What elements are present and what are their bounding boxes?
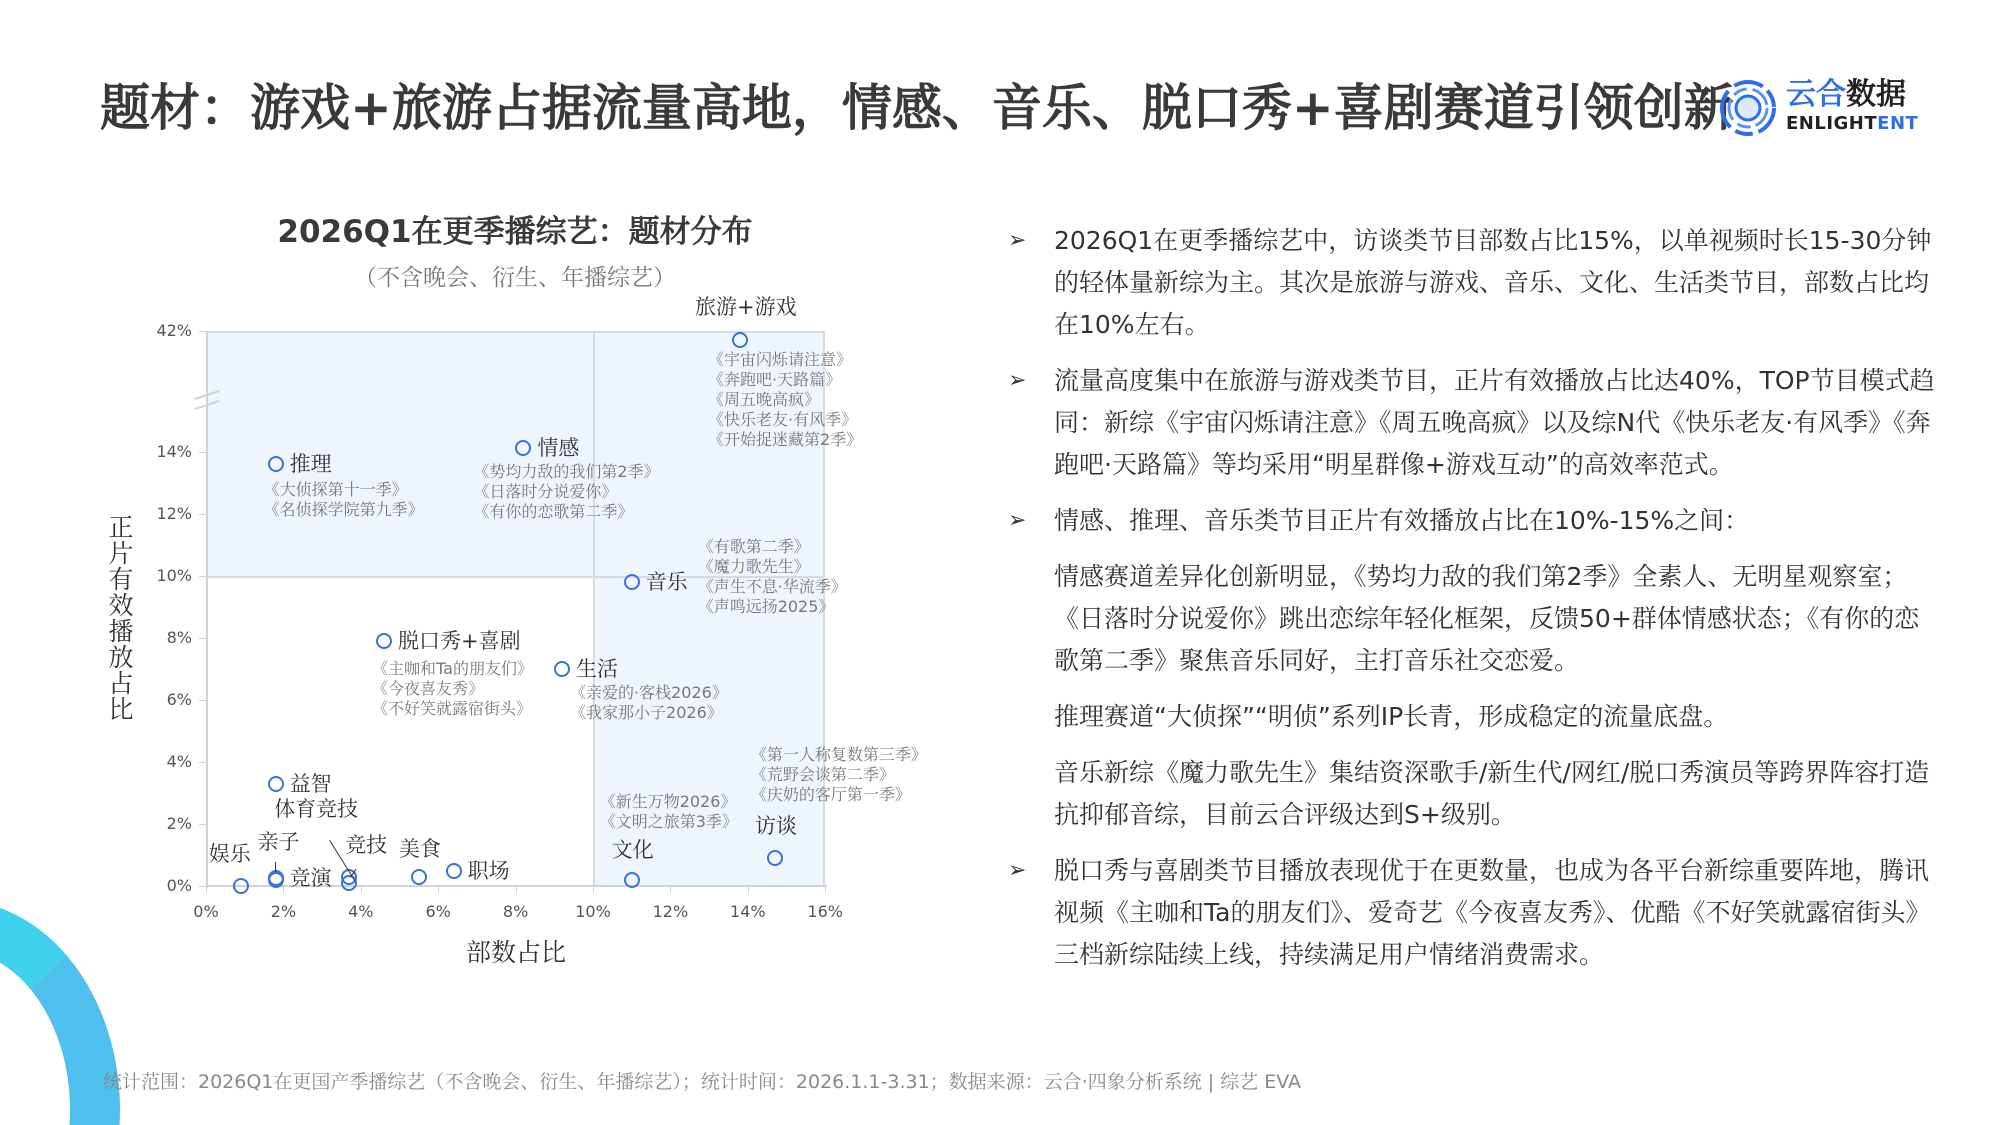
show-title: 《宇宙闪烁请注意》 [708, 349, 853, 369]
x-tick-label: 16% [807, 902, 843, 921]
data-point[interactable] [268, 456, 284, 472]
data-point[interactable] [233, 878, 249, 894]
y-tick-mark [199, 452, 206, 453]
data-point[interactable] [411, 869, 427, 885]
y-tick-label: 2% [166, 814, 192, 833]
logo-text-cn: 云合数据 [1786, 77, 1906, 112]
data-point[interactable] [767, 850, 783, 866]
point-label: 竞技 [345, 832, 388, 857]
show-title: 《文明之旅第3季》 [599, 811, 738, 831]
y-tick-label: 4% [166, 752, 192, 771]
point-show-list [372, 659, 533, 719]
insight-text: 脱口秀与喜剧类节目播放表现优于在更数量，也成为各平台新综重要阵地，腾讯视频《主咖和Ta的朋友们》、爱奇艺《今夜喜友秀》、优酷《不好笑就露宿街头》三档新综陆续上线，持续满足用户情绪消费需求。 [1054, 856, 1931, 969]
chart-subtitle: （不含晚会、衍生、年播综艺） [354, 265, 676, 291]
point-show-list [751, 745, 927, 805]
arrow-bullet-icon: ➢ [1008, 228, 1027, 253]
y-tick-mark [199, 824, 206, 825]
point-label: 旅游+游戏 [695, 294, 797, 319]
show-title: 《新生万物2026》 [599, 791, 737, 811]
quadrant-line-x10 [593, 331, 595, 886]
y-tick-mark [199, 700, 206, 701]
data-point[interactable] [554, 661, 570, 677]
decorative-arc [0, 900, 120, 1125]
x-axis-label: 部数占比 [466, 938, 567, 967]
point-label: 体育竞技 [274, 796, 359, 821]
show-title: 《大侦探第十一季》 [263, 480, 408, 500]
y-tick-mark [199, 514, 206, 515]
logo-text-en: ENLIGHTENT [1786, 113, 1919, 134]
insight-text: 2026Q1在更季播综艺中，访谈类节目部数占比15%，以单视频时长15-30分钟的轻体量新综为主。其次是旅游与游戏、音乐、文化、生活类节目，部数占比均在10%左右。 [1054, 226, 1932, 339]
y-axis-label: 正 片 有 效 播 放 占 比 [108, 513, 134, 724]
brand-logo [1718, 76, 1918, 140]
x-tick-label: 8% [502, 902, 529, 921]
point-label: 情感 [537, 435, 580, 460]
data-point[interactable] [376, 633, 392, 649]
point-label: 访谈 [754, 814, 797, 839]
x-tick-label: 10% [575, 902, 611, 921]
x-tick-label: 6% [425, 902, 451, 921]
point-show-list [698, 537, 847, 617]
y-tick-mark [199, 886, 206, 887]
insight-bullet [1008, 220, 1938, 346]
y-tick-label: 8% [166, 628, 192, 647]
y-axis [206, 331, 208, 888]
show-title: 《有你的恋歌第二季》 [473, 501, 634, 521]
x-tick-mark [361, 887, 362, 893]
data-point[interactable] [515, 440, 531, 456]
y-tick-mark [199, 762, 206, 763]
show-title: 《奔跑吧·天路篇》 [708, 369, 842, 389]
page-title: 题材：游戏+旅游占据流量高地，情感、音乐、脱口秀+喜剧赛道引领创新 [100, 79, 1734, 137]
y-tick-label: 0% [166, 876, 192, 895]
point-show-list [570, 683, 728, 723]
show-title: 《开始捉迷藏第2季》 [708, 429, 863, 449]
point-label: 娱乐 [208, 842, 251, 866]
point-show-list [600, 792, 738, 832]
x-tick-mark [670, 887, 671, 893]
insights-list [1008, 220, 1938, 990]
x-tick-mark [825, 887, 826, 893]
show-title: 《庆奶的客厅第一季》 [750, 785, 911, 805]
data-point[interactable] [268, 872, 284, 888]
point-label: 音乐 [645, 570, 688, 595]
data-point[interactable] [732, 332, 748, 348]
show-title: 《声鸣远扬2025》 [697, 597, 835, 617]
arrow-bullet-icon: ➢ [1008, 858, 1027, 883]
data-point[interactable] [446, 863, 462, 879]
show-title: 《魔力歌先生》 [697, 557, 810, 577]
show-title: 《亲爱的·客栈2026》 [570, 683, 728, 702]
insight-sub-paragraph: 音乐新综《魔力歌先生》集结资深歌手/新生代/网红/脱口秀演员等跨界阵容打造抗抑郁音综，目前云合评级达到S+级别。 [1054, 758, 1930, 829]
point-label: 推理 [289, 452, 332, 477]
y-tick-mark [199, 638, 206, 639]
x-tick-mark [593, 887, 594, 893]
arrow-bullet-icon: ➢ [1008, 508, 1027, 533]
show-title: 《势均力敌的我们第2季》 [473, 461, 660, 481]
insight-sub-paragraph: 情感赛道差异化创新明显，《势均力敌的我们第2季》全素人、无明星观察室；《日落时分说爱你》跳出恋综年轻化框架，反馈50+群体情感状态；《有你的恋歌第二季》聚焦音乐同好，主打音乐社交恋爱。 [1054, 562, 1920, 675]
y-tick-label: 14% [156, 442, 192, 461]
show-title: 《日落时分说爱你》 [473, 481, 618, 501]
point-label: 亲子 [257, 829, 300, 854]
chart-title: 2026Q1在更季播综艺：题材分布 [277, 214, 753, 250]
x-tick-mark [283, 887, 284, 893]
leader-line-parenting [275, 862, 276, 872]
x-tick-mark [748, 887, 749, 893]
show-title: 《不好笑就露宿街头》 [372, 699, 533, 719]
point-label: 美食 [398, 836, 441, 861]
x-tick-label: 12% [652, 902, 689, 921]
point-show-list [708, 350, 862, 450]
insight-sub-paragraph: 推理赛道“大侦探”“明侦”系列IP长青，形成稳定的流量底盘。 [1054, 702, 1729, 731]
y-tick-mark [199, 331, 206, 332]
point-label: 文化 [611, 837, 654, 862]
x-tick-label: 0% [193, 902, 219, 921]
insight-bullet [1008, 850, 1938, 976]
show-title: 《有歌第二季》 [697, 537, 810, 557]
data-point[interactable] [624, 872, 640, 888]
point-label: 益智 [289, 771, 332, 796]
insight-text: 流量高度集中在旅游与游戏类节目，正片有效播放占比达40%，TOP节目模式趋同：新综《宇宙闪烁请注意》《周五晚高疯》以及综N代《快乐老友·有风季》《奔跑吧·天路篇》等均采用“明星群像+游戏互动”的高效率范式。 [1054, 366, 1935, 479]
rings-logo-icon [1718, 78, 1778, 138]
show-title: 《主咖和Ta的朋友们》 [372, 659, 533, 679]
point-label: 脱口秀+喜剧 [398, 629, 521, 654]
show-title: 《今夜喜友秀》 [372, 679, 485, 699]
data-point[interactable] [268, 776, 284, 792]
insight-bullet [1008, 500, 1938, 542]
point-label: 职场 [467, 858, 510, 883]
data-point[interactable] [624, 574, 640, 590]
insight-bullet [1008, 360, 1938, 486]
show-title: 《名侦探学院第九季》 [263, 500, 424, 520]
x-tick-label: 4% [348, 902, 374, 921]
show-title: 《我家那小子2026》 [570, 703, 723, 722]
show-title: 《荒野会谈第二季》 [750, 765, 895, 785]
show-title: 《声生不息·华流季》 [697, 577, 847, 597]
y-tick-label: 42% [156, 321, 192, 340]
footer-source-note: 统计范围：2026Q1在更国产季播综艺（不含晚会、衍生、年播综艺）；统计时间：2026.1.1-3.31；数据来源：云合·四象分析系统 | 综艺 EVA [103, 1071, 1302, 1093]
x-tick-mark [516, 887, 517, 893]
y-tick-label: 10% [156, 566, 192, 585]
x-tick-label: 14% [730, 902, 766, 921]
y-tick-label: 6% [166, 690, 192, 709]
show-title: 《快乐老友·有风季》 [708, 409, 858, 429]
plot-frame-top [206, 331, 825, 333]
point-show-list [473, 462, 659, 522]
x-tick-mark [438, 887, 439, 893]
x-tick-label: 2% [270, 902, 297, 921]
arrow-bullet-icon: ➢ [1008, 368, 1027, 393]
point-label: 生活 [576, 657, 619, 681]
show-title: 《周五晚高疯》 [708, 389, 821, 409]
y-tick-mark [199, 576, 206, 577]
point-label: 竞演 [289, 866, 332, 891]
y-tick-label: 12% [156, 504, 192, 523]
x-tick-mark [206, 887, 207, 893]
insight-text: 情感、推理、音乐类节目正片有效播放占比在10%-15%之间： [1054, 506, 1750, 535]
point-show-list [264, 480, 424, 520]
data-point[interactable] [341, 875, 357, 891]
show-title: 《第一人称复数第三季》 [750, 745, 927, 765]
